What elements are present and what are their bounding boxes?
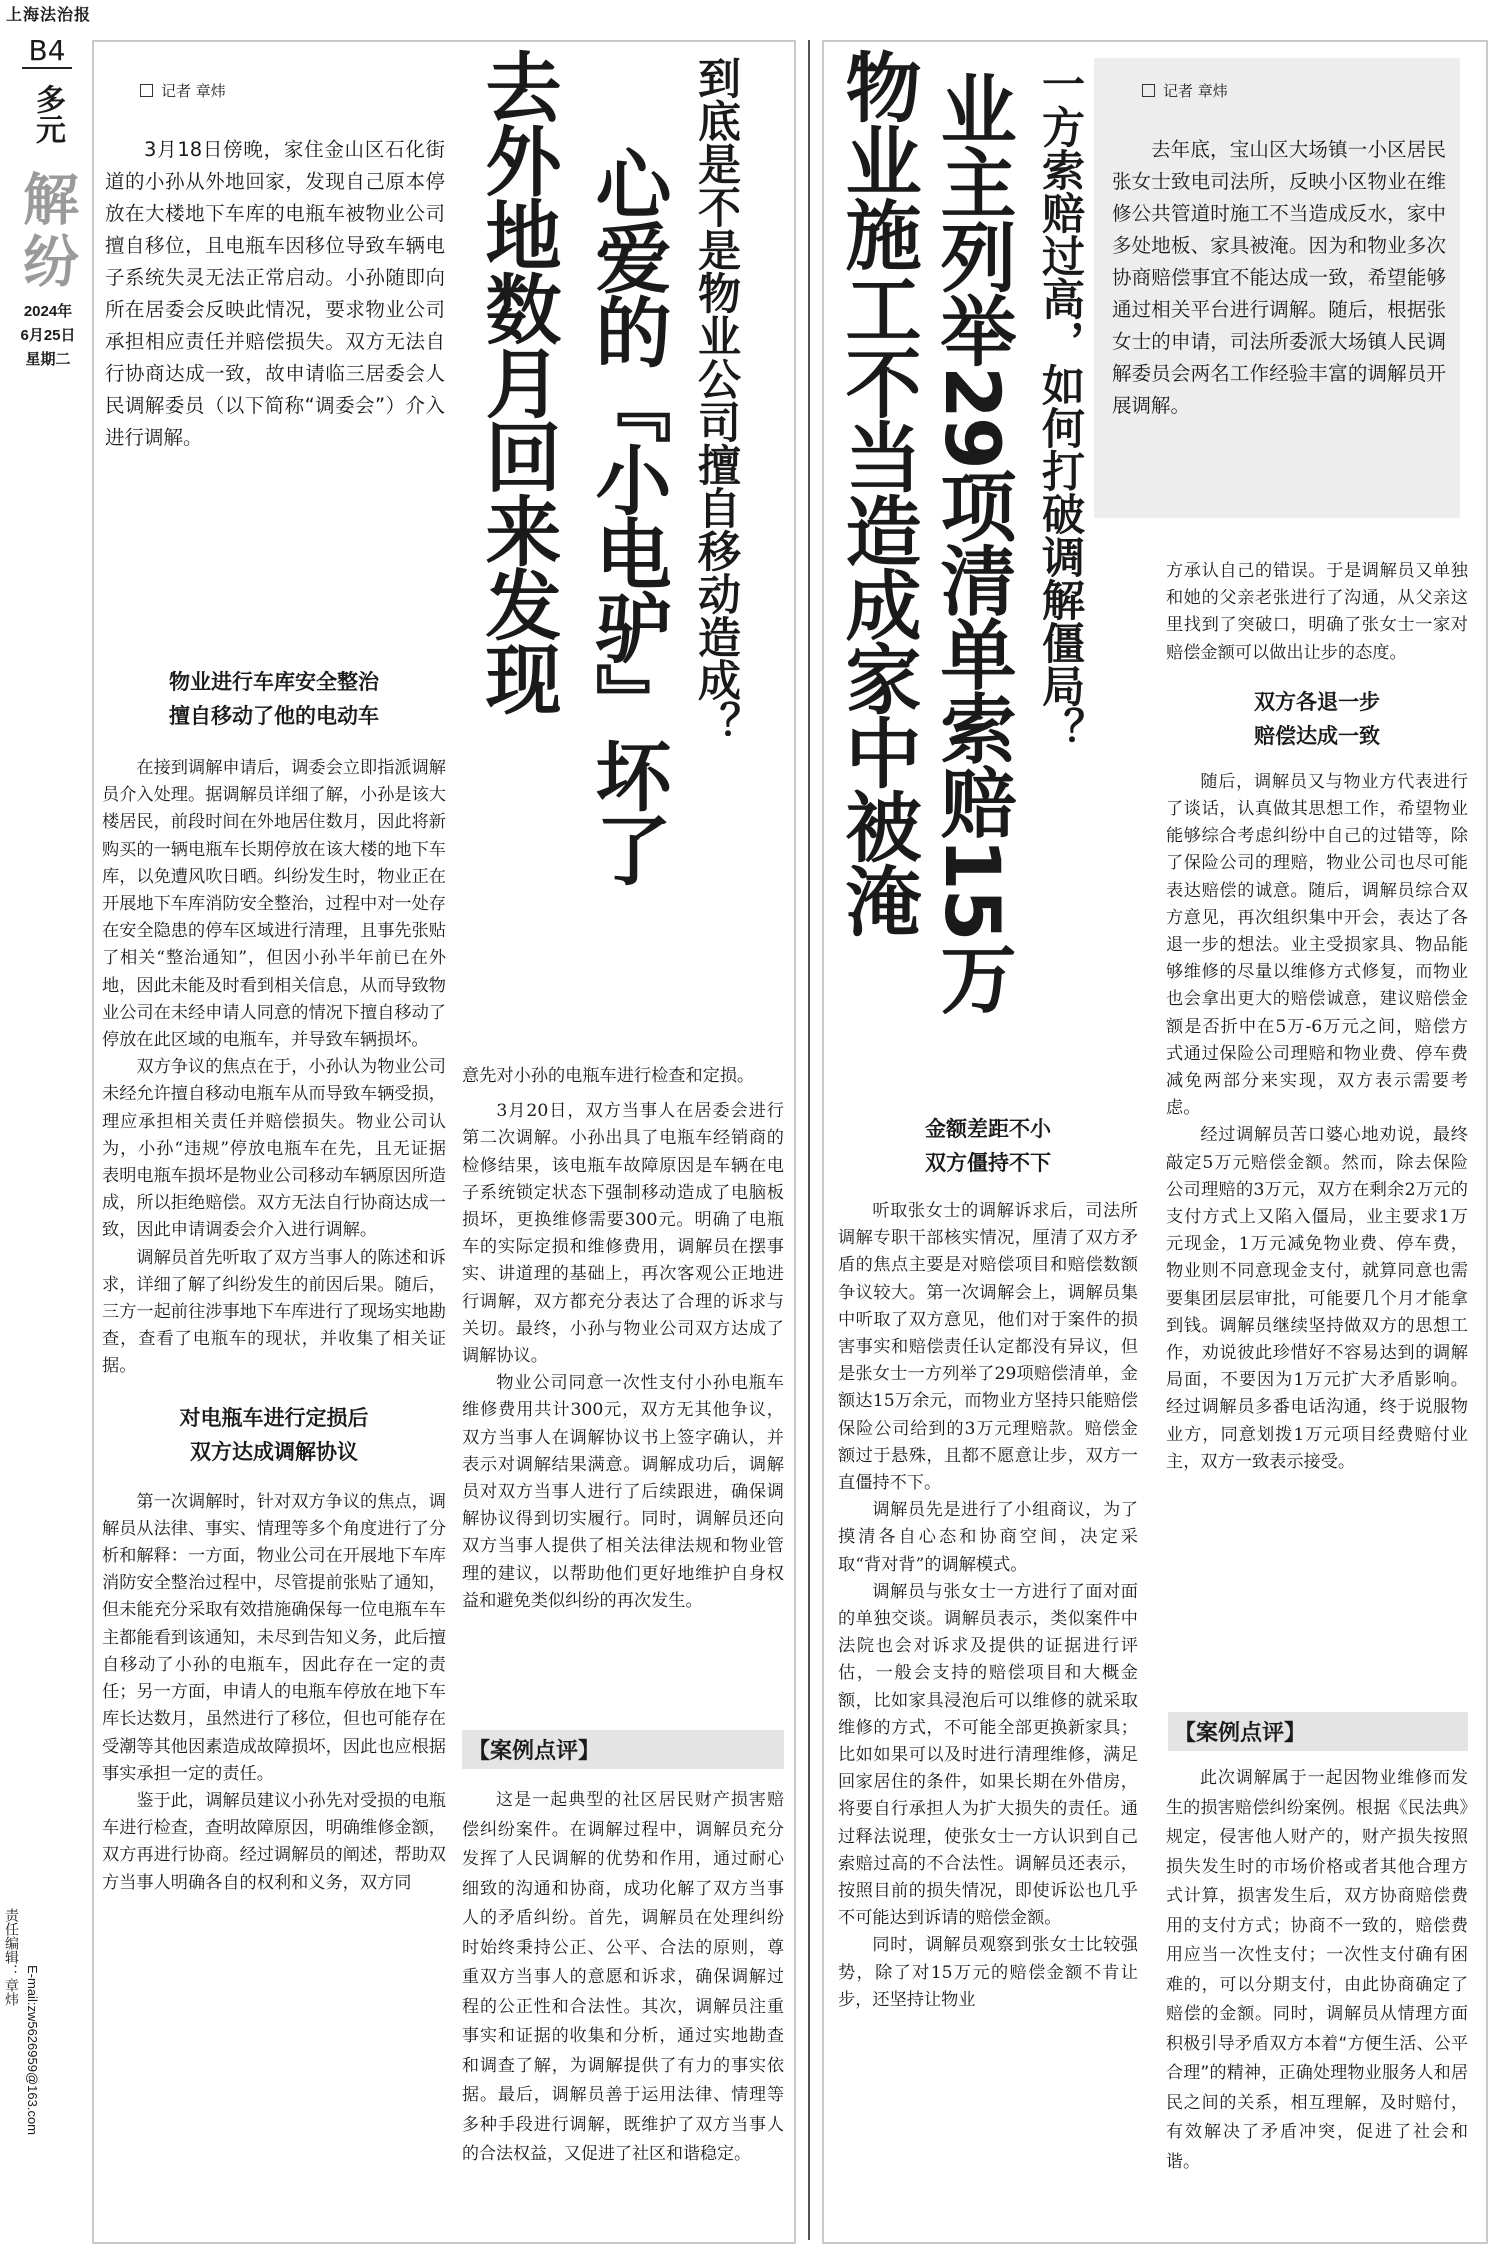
story2-headline-left: 物业施工不当造成家中被淹 <box>833 48 922 936</box>
story1-byline <box>140 80 226 101</box>
story1-kicker: 到底是不是物业公司擅自移动造成？ <box>691 56 741 744</box>
story1-lead: 3月18日傍晚，家住金山区石化街道的小孙从外地回家，发现自己原本停放在大楼地下车库的电瓶车被物业公司擅自移位，且电瓶车因移位导致车辆电子系统失灵无法正常启动。小孙随即向所在居委会反映此情况，要求物业公司承担相应责任并赔偿损失。双方无法自行协商达成一致，故申请临三居委会人民调解委员（以下简称“调委会”）介入进行调解。 <box>105 138 445 449</box>
paragraph: 第一次调解时，针对双方争议的焦点，调解员从法律、事实、情理等多个角度进行了分析和解释：一方面，物业公司在开展地下车库消防安全整治过程中，尽管提前张贴了通知，但未能充分采取有效措施确保每一位电瓶车车主都能看到该通知，未尽到告知义务，此后擅自移动了小孙的电瓶车，因此存在一定的责任；另一方面，申请人的电瓶车停放在地下车库长达数月，虽然进行了移位，但也可能存在受潮等其他因素造成故障损坏，因此也应根据事实承担一定的责任。 <box>102 1491 446 1784</box>
story1-comment: 这是一起典型的社区居民财产损害赔偿纠纷案件。在调解过程中，调解员充分发挥了人民调解的优势和作用，通过耐心细致的沟通和协商，成功化解了双方当事人的矛盾纠纷。首先，调解员在处理纠纷时始终秉持公正、公平、合法的原则，尊重双方当事人的意愿和诉求，确保调解过程的公正性和合法性。其次，调解员注重事实和证据的收集和分析，通过实地勘查和调查了解，为调解提供了有力的事实依据。最后，调解员善于运用法律、情理等多种手段进行调解，既维护了双方当事人的合法权益，又促进了社区和谐稳定。 <box>462 1790 784 2164</box>
paragraph: 调解员与张女士一方进行了面对面的单独交谈。调解员表示，类似案件中法院也会对诉求及提供的证据进行评估，一般会支持的赔偿项目和大概金额，比如家具浸泡后可以维修的就采取维修的方式，不可能全部更换新家具；比如如果可以及时进行清理维修，满足回家居住的条件，如果长期在外借房，将要自行承担人为扩大损失的责任。通过释法说理，使张女士一方认识到自己索赔过高的不合法性。调解员还表示，按照目前的损失情况，即使诉讼也几乎不可能达到诉请的赔偿金额。 <box>838 1581 1138 1929</box>
paragraph: 双方争议的焦点在于，小孙认为物业公司未经允许擅自移动电瓶车从而导致车辆受损，理应承担相关责任并赔偿损失。物业公司认为，小孙“违规”停放电瓶车在先，且无证据表明电瓶车损坏是物业公司移动车辆原因所造成，所以拒绝赔偿。双方无法自行协商达成一致，因此申请调委会介入进行调解。 <box>102 1057 446 1241</box>
paragraph: 同时，调解员观察到张女士比较强势，除了对15万元的赔偿金额不肯让步，还坚持让物业 <box>838 1935 1138 2010</box>
paragraph: 经过调解员苦口婆心地劝说，最终敲定5万元赔偿金额。然而，除去保险公司理赔的3万元，双方在剩余2万元的支付方式上又陷入僵局，业主要求1万元现金，1万元减免物业费、停车费，物业则不同意现金支付，就算同意也需要集团层层审批，可能要几个月才能拿到钱。调解员继续坚持做双方的思想工作，劝说彼此珍惜好不容易达到的调解局面，不要因为1万元扩大矛盾影响。经过调解员多番电话沟通，终于说服物业方，同意划拨1万元项目经费赔付业主，双方一致表示接受。 <box>1166 1125 1468 1472</box>
story1-column-2 <box>462 1063 784 1615</box>
paragraph: 在接到调解申请后，调委会立即指派调解员介入处理。据调解员详细了解，小孙是该大楼居民，前段时间在外地居住数月，因此将新购买的一辆电瓶车长期停放在该大楼的地下车库，以免遭风吹日晒。纠纷发生时，物业正在开展地下车库消防安全整治，过程中对一处存在安全隐患的停车区域进行清理，且事先张贴了相关“整治通知”，但因小孙半年前已在外地，因此未能及时看到相关信息，从而导致物业公司在未经申请人同意的情况下擅自移动了停放在此区域的电瓶车，并导致车辆损坏。 <box>102 758 446 1051</box>
story1-headline-left: 去外地数月回来发现 <box>473 48 562 714</box>
paragraph: 物业公司同意一次性支付小孙电瓶车维修费用共计300元，双方无其他争议，双方当事人在调解协议书上签字确认，并表示对调解结果满意。调解成功后，调解员对双方当事人进行了后续跟进，确保调解协议得到切实履行。同时，调解员还向双方当事人提供了相关法律法规和物业管理的建议，以帮助他们更好地维护自身权益和避免类似纠纷的再次发生。 <box>462 1373 784 1611</box>
subhead-line: 物业进行车库安全整治 <box>169 670 379 694</box>
story1-headline-right: 心爱的『小电驴』坏了 <box>583 145 672 885</box>
subhead-line: 双方各退一步 <box>1254 689 1380 714</box>
story2-column-4 <box>1166 558 1468 1476</box>
story1-column-1 <box>102 665 446 1897</box>
paragraph: 随后，调解员又与物业方代表进行了谈话，认真做其思想工作，希望物业能够综合考虑纠纷中自己的过错等，除了保险公司的理赔，物业公司也尽可能表达赔偿的诚意。随后，调解员综合双方意见，再次组织集中开会，表达了各退一步的想法。业主受损家具、物品能够维修的尽量以维修方式修复，而物业也会拿出更大的赔偿诚意，建议赔偿金额是否折中在5万-6万元之间，赔偿方式通过保险公司理赔和物业费、停车费减免两部分来实现，双方表示需要考虑。 <box>1166 771 1468 1119</box>
date-year: 2024年 <box>23 303 73 320</box>
subhead-line: 对电瓶车进行定损后 <box>179 1405 369 1430</box>
byline-box-icon <box>1142 84 1155 97</box>
date-day: 6月25日 <box>20 327 76 344</box>
page-number: B4 <box>22 34 72 69</box>
paragraph: 鉴于此，调解员建议小孙先对受损的电瓶车进行检查，查明故障原因，明确维修金额，双方再进行协商。经过调解员的阐述，帮助双方当事人明确各自的权利和义务，双方同 <box>102 1790 446 1893</box>
masthead: 上海法治报 <box>6 5 92 24</box>
story1-comment-title: 【案例点评】 <box>462 1730 784 1769</box>
story-divider <box>808 40 810 2240</box>
subhead-line: 赔偿达成一致 <box>1254 723 1380 748</box>
subhead-line: 擅自移动了他的电动车 <box>169 704 379 728</box>
date-weekday: 星期二 <box>25 351 71 368</box>
story2-subhead-2 <box>1166 685 1468 753</box>
paragraph: 方承认自己的错误。于是调解员又单独和她的父亲老张进行了沟通，从父亲这里找到了突破口，明确了张女士一家对赔偿金额可以做出让步的态度。 <box>1166 561 1468 663</box>
paragraph: 3月20日，双方当事人在居委会进行第二次调解。小孙出具了电瓶车经销商的检修结果，该电瓶车故障原因是车辆在电子系统锁定状态下强制移动造成了电脑板损坏，更换维修需要300元。明确了电瓶车的实际定损和维修费用，调解员在摆事实、讲道理的基础上，再次客观公正地进行调解，双方都充分表达了合理的诉求与关切。最终，小孙与物业公司双方达成了调解协议。 <box>462 1101 784 1367</box>
story2-lead: 去年底，宝山区大场镇一小区居民张女士致电司法所，反映小区物业在维修公共管道时施工不当造成反水，家中多处地板、家具被淹。因为和物业多次协商赔偿事宜不能达成一致，希望能够通过相关平台进行调解。随后，根据张女士的申请，司法所委派大场镇人民调解委员会两名工作经验丰富的调解员开展调解。 <box>1112 138 1446 417</box>
subhead-line: 双方僵持不下 <box>925 1151 1051 1175</box>
story2-comment-title: 【案例点评】 <box>1168 1712 1468 1751</box>
story1-subhead-1 <box>102 665 446 733</box>
subhead-line: 双方达成调解协议 <box>190 1439 358 1464</box>
paragraph: 听取张女士的调解诉求后，司法所调解专职干部核实情况，厘清了双方矛盾的焦点主要是对赔偿项目和赔偿数额争议较大。第一次调解会上，调解员集中听取了双方意见，他们对于案件的损害事实和赔偿责任认定都没有异议，但是张女士一方列举了29项赔偿清单，金额达15万余元，而物业方坚持只能赔偿保险公司给到的3万元理赔款。赔偿金额过于悬殊，且都不愿意让步，双方一直僵持不下。 <box>838 1201 1138 1494</box>
story1-subhead-2 <box>102 1401 446 1469</box>
story2-comment: 此次调解属于一起因物业维修而发生的损害赔偿纠纷案例。根据《民法典》规定，侵害他人财产的，财产损失按照损失发生时的市场价格或者其他合理方式计算，损害发生后，双方协商赔偿费用的支付方式；协商不一致的，赔偿费用应当一次性支付；一次性支付确有困难的，可以分期支付，由此协商确定了赔偿的金额。同时，调解员从情理方面积极引导矛盾双方本着“方便生活、公平合理”的精神，正确处理物业服务人和居民之间的关系，相互理解，及时赔付，有效解决了矛盾冲突，促进了社会和谐。 <box>1166 1768 1468 2172</box>
story1-byline-text: 记者 章炜 <box>161 82 226 100</box>
editor-credit: 责任编辑：章炜 <box>3 1908 19 2006</box>
story2-byline-text: 记者 章炜 <box>1163 82 1228 100</box>
story2-byline <box>1142 80 1228 101</box>
section-title-2: 解纷 <box>14 170 80 294</box>
story2-subhead-1 <box>838 1112 1138 1180</box>
editor-email: E-mail:zw5626959@163.com <box>25 1965 40 2136</box>
section-title-1: 多元 <box>30 84 65 144</box>
paragraph: 意先对小孙的电瓶车进行检查和定损。 <box>462 1066 755 1086</box>
story2-kicker: 一方索赔过高，如何打破调解僵局？ <box>1035 62 1085 750</box>
story2-column-3 <box>838 1112 1138 2014</box>
byline-box-icon <box>140 84 153 97</box>
subhead-line: 金额差距不小 <box>925 1117 1051 1141</box>
paragraph: 调解员首先听取了双方当事人的陈述和诉求，详细了解了纠纷发生的前因后果。随后，三方一起前往涉事地下车库进行了现场实地勘查，查看了电瓶车的现状，并收集了相关证据。 <box>102 1247 446 1377</box>
story2-headline-right: 业主列举29项清单索赔15万 <box>928 70 1017 1014</box>
paragraph: 调解员先是进行了小组商议，为了摸清各自心态和协商空间，决定采取“背对背”的调解模式。 <box>838 1500 1138 1575</box>
